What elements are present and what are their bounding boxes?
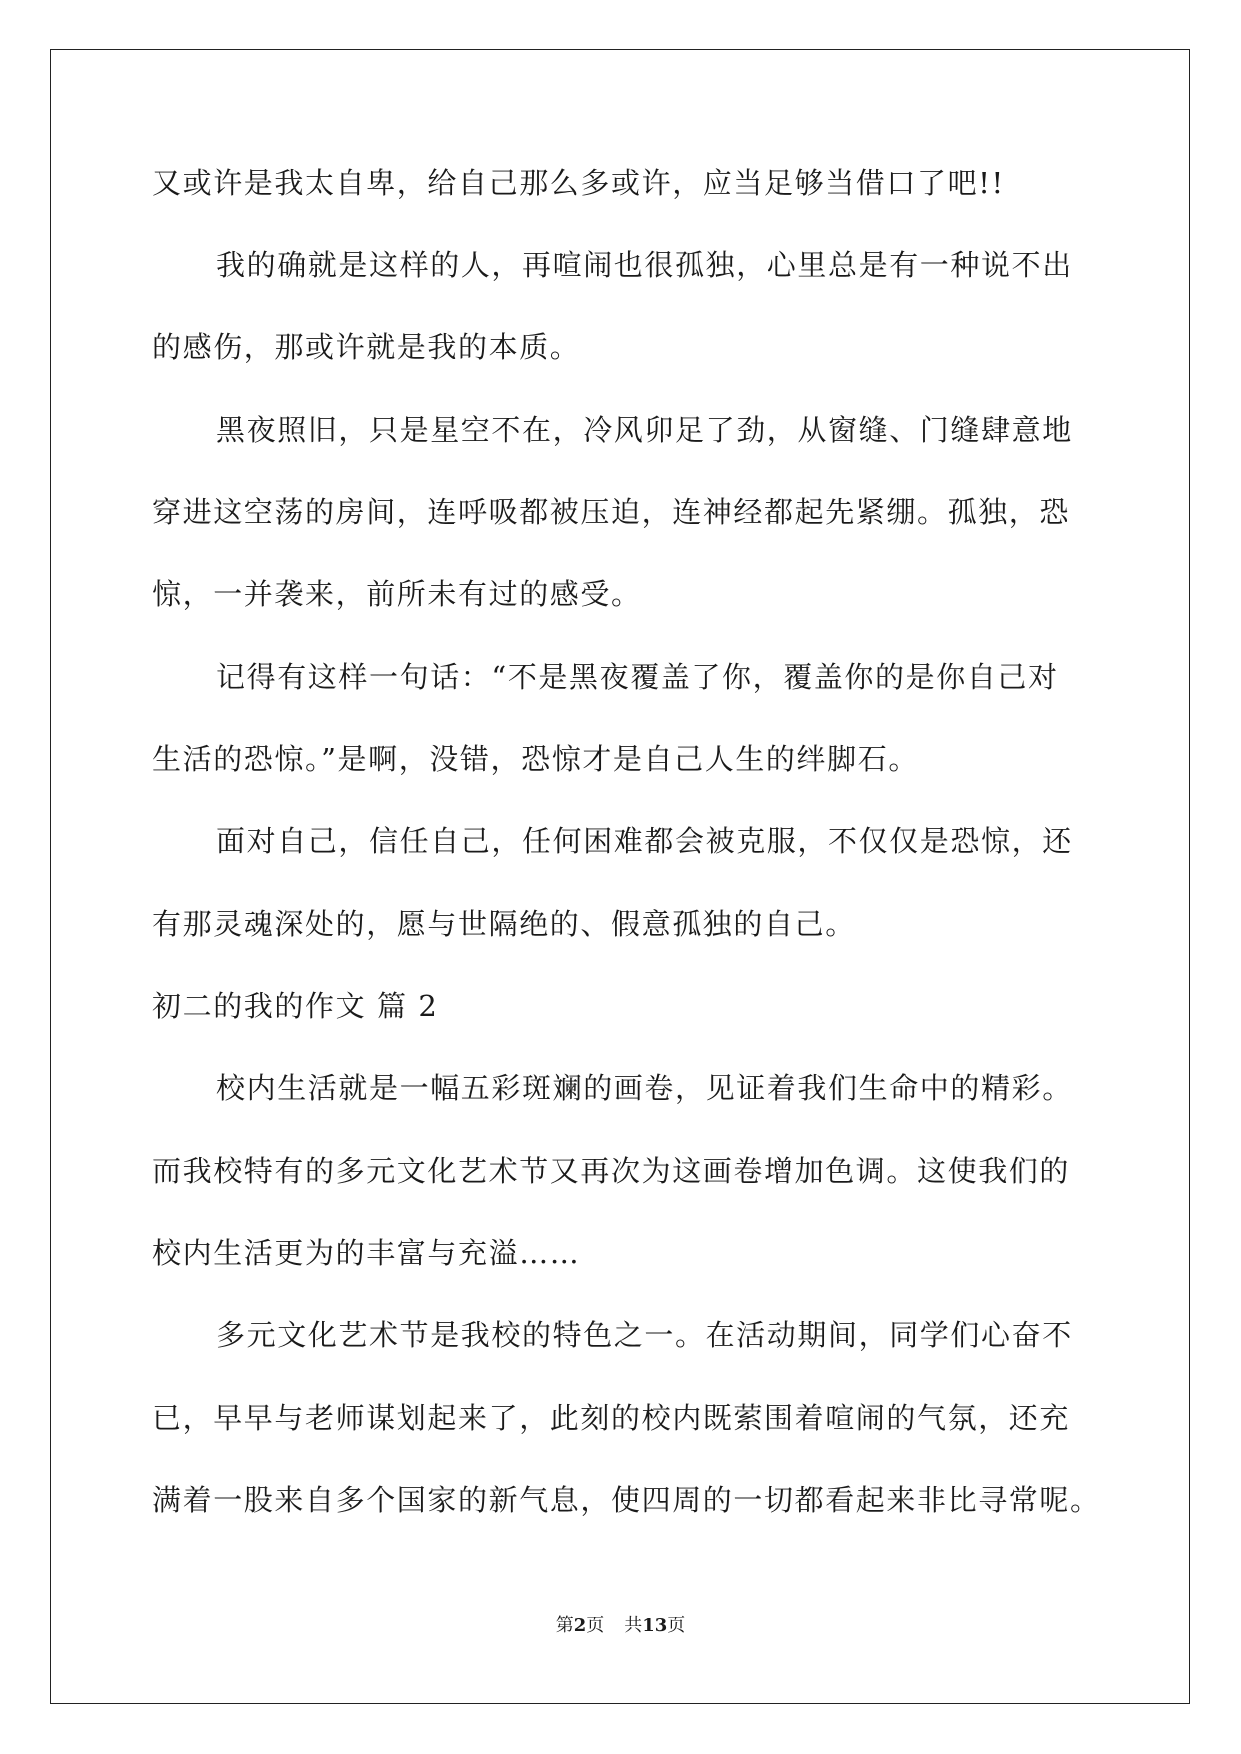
text-line: 多元文化艺术节是我校的特色之一。在活动期间，同学们心奋不 — [216, 1318, 1073, 1352]
text-line: 校内生活就是一幅五彩斑斓的画卷，见证着我们生命中的精彩。 — [216, 1071, 1073, 1105]
page-prefix: 第 — [555, 1615, 574, 1636]
page-footer — [0, 1614, 1241, 1638]
total-suffix: 页 — [667, 1615, 686, 1636]
text-line: 穿进这空荡的房间，连呼吸都被压迫，连神经都起先紧绷。孤独，恐 — [152, 495, 1071, 529]
text-line: 的感伤，那或许就是我的本质。 — [152, 330, 581, 364]
text-line: 黑夜照旧，只是星空不在，冷风卯足了劲，从窗缝、门缝肆意地 — [216, 413, 1073, 447]
text-line: 又或许是我太自卑，给自己那么多或许，应当足够当借口了吧!! — [152, 166, 1005, 200]
total-pages: 13 — [642, 1615, 668, 1636]
text-line: 而我校特有的多元文化艺术节又再次为这画卷增加色调。这使我们的 — [152, 1154, 1071, 1188]
text-line: 惊，一并袭来，前所未有过的感受。 — [152, 577, 642, 611]
page-number: 2 — [573, 1615, 587, 1636]
text-line: 生活的恐惊。”是啊，没错，恐惊才是自己人生的绊脚石。 — [152, 742, 919, 776]
page-border — [50, 49, 1190, 1704]
text-line: 面对自己，信任自己，任何困难都会被克服，不仅仅是恐惊，还 — [216, 824, 1073, 858]
total-prefix: 共 — [624, 1615, 643, 1636]
text-line: 记得有这样一句话：“不是黑夜覆盖了你，覆盖你的是你自己对 — [216, 660, 1059, 694]
text-line: 满着一股来自多个国家的新气息，使四周的一切都看起来非比寻常呢。 — [152, 1483, 1101, 1517]
text-line: 已，早早与老师谋划起来了，此刻的校内既萦围着喧闹的气氛，还充 — [152, 1401, 1071, 1435]
page-suffix: 页 — [586, 1615, 605, 1636]
text-line: 初二的我的作文 篇 2 — [152, 989, 439, 1023]
text-line: 校内生活更为的丰富与充溢…… — [152, 1236, 581, 1270]
text-line: 有那灵魂深处的，愿与世隔绝的、假意孤独的自己。 — [152, 907, 856, 941]
text-line: 我的确就是这样的人，再喧闹也很孤独，心里总是有一种说不出 — [216, 248, 1073, 282]
